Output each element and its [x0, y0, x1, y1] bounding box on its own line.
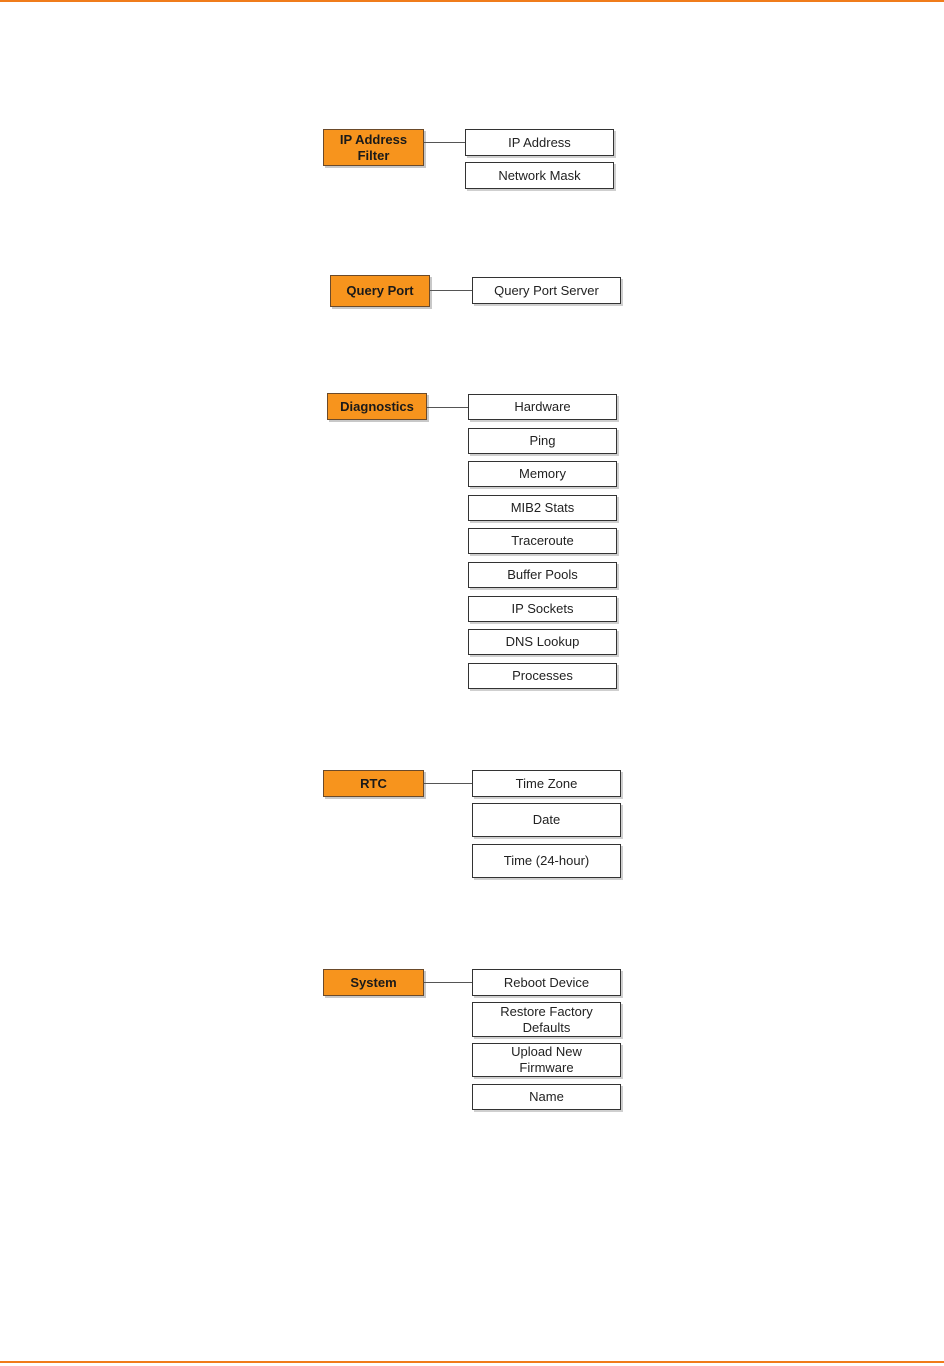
top-rule: [0, 0, 944, 2]
node-time-zone: Time Zone: [472, 770, 621, 797]
node-ip-address: IP Address: [465, 129, 614, 156]
node-upload-new-firmware: Upload New Firmware: [472, 1043, 621, 1077]
node-network-mask: Network Mask: [465, 162, 614, 189]
node-query-port: Query Port: [330, 275, 430, 307]
connector: [424, 142, 465, 143]
node-date: Date: [472, 803, 621, 837]
node-query-port-server: Query Port Server: [472, 277, 621, 304]
node-processes: Processes: [468, 663, 617, 689]
node-dns-lookup: DNS Lookup: [468, 629, 617, 655]
node-traceroute: Traceroute: [468, 528, 617, 554]
node-ip-address-filter: IP Address Filter: [323, 129, 424, 166]
bottom-rule: [0, 1361, 944, 1363]
node-restore-factory-defaults: Restore Factory Defaults: [472, 1002, 621, 1037]
connector: [427, 407, 468, 408]
connector: [424, 783, 472, 784]
node-memory: Memory: [468, 461, 617, 487]
node-time-24-hour: Time (24-hour): [472, 844, 621, 878]
node-ip-sockets: IP Sockets: [468, 596, 617, 622]
node-mib2-stats: MIB2 Stats: [468, 495, 617, 521]
connector: [430, 290, 472, 291]
node-ping: Ping: [468, 428, 617, 454]
node-system: System: [323, 969, 424, 996]
node-buffer-pools: Buffer Pools: [468, 562, 617, 588]
node-rtc: RTC: [323, 770, 424, 797]
node-hardware: Hardware: [468, 394, 617, 420]
connector: [424, 982, 472, 983]
node-name: Name: [472, 1084, 621, 1110]
node-reboot-device: Reboot Device: [472, 969, 621, 996]
node-diagnostics: Diagnostics: [327, 393, 427, 420]
